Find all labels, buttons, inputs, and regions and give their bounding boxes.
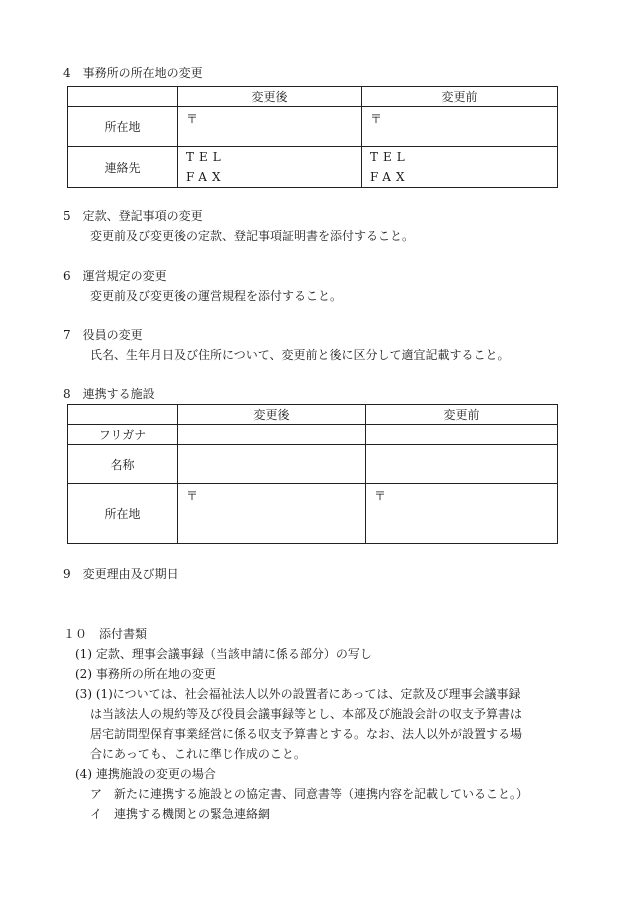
section-6-body: 変更前及び変更後の運営規程を添付すること。 — [90, 289, 343, 303]
name-before-field[interactable] — [366, 445, 558, 484]
row-label-contact: 連絡先 — [68, 147, 178, 188]
address-after-field[interactable] — [178, 107, 362, 147]
contact-before-field[interactable] — [362, 147, 558, 188]
section-5-body: 変更前及び変更後の定款、登記事項証明書を添付すること。 — [90, 229, 415, 243]
facility-address-before-field[interactable] — [366, 484, 558, 544]
office-address-table — [67, 86, 558, 188]
postal-mark: 〒 — [374, 489, 387, 503]
row-label-furigana: フリガナ — [68, 425, 178, 445]
facility-address-after-field[interactable] — [178, 484, 366, 544]
row-label-address: 所在地 — [68, 107, 178, 147]
postal-mark: 〒 — [186, 112, 199, 126]
linked-facility-table — [67, 404, 558, 544]
section-9-heading: 9 変更理由及び期日 — [63, 567, 179, 581]
attachment-item-2: (2) 事務所の所在地の変更 — [75, 667, 216, 681]
section-5-heading: 5 定款、登記事項の変更 — [63, 209, 203, 223]
column-header-after: 変更後 — [178, 405, 366, 425]
attachment-item-4: (4) 連携施設の変更の場合 — [75, 767, 216, 781]
table-corner-cell — [68, 87, 178, 107]
address-before-field[interactable] — [362, 107, 558, 147]
section-4-heading: 4 事務所の所在地の変更 — [63, 66, 203, 80]
postal-mark: 〒 — [186, 489, 199, 503]
section-10-heading: １０ 添付書類 — [63, 627, 148, 641]
section-7-heading: 7 役員の変更 — [63, 328, 143, 342]
contact-after-field[interactable] — [178, 147, 362, 188]
attachment-item-3-line-4: 合にあっても、これに準じ作成のこと。 — [90, 747, 306, 761]
attachment-item-1: (1) 定款、理事会議事録（当該申請に係る部分）の写し — [75, 647, 372, 661]
section-8-heading: 8 連携する施設 — [63, 387, 155, 401]
postal-mark: 〒 — [370, 112, 383, 126]
fax-label: FAX — [370, 170, 410, 184]
attachment-item-3-line-1: (3) (1)については、社会福祉法人以外の設置者にあっては、定款及び理事会議事録 — [75, 687, 521, 701]
tel-label: TEL — [186, 150, 226, 164]
furigana-before-field[interactable] — [366, 425, 558, 445]
fax-label: FAX — [186, 170, 226, 184]
row-label-address: 所在地 — [68, 484, 178, 544]
attachment-item-3-line-2: は当該法人の規約等及び役員会議事録等とし、本部及び施設会計の収支予算書は — [90, 707, 523, 721]
tel-label: TEL — [370, 150, 410, 164]
attachment-item-4-a: ア 新たに連携する施設との協定書、同意書等（連携内容を記載していること。） — [90, 787, 529, 801]
attachment-item-4-b: イ 連携する機関との緊急連絡網 — [90, 807, 271, 821]
column-header-before: 変更前 — [366, 405, 558, 425]
furigana-after-field[interactable] — [178, 425, 366, 445]
table-corner-cell — [68, 405, 178, 425]
attachment-item-3-line-3: 居宅訪問型保育事業経営に係る収支予算書とする。なお、法人以外が設置する場 — [90, 727, 523, 741]
name-after-field[interactable] — [178, 445, 366, 484]
column-header-before: 変更前 — [362, 87, 558, 107]
section-7-body: 氏名、生年月日及び住所について、変更前と後に区分して適宜記載すること。 — [90, 348, 510, 362]
row-label-name: 名称 — [68, 445, 178, 484]
column-header-after: 変更後 — [178, 87, 362, 107]
section-6-heading: 6 運営規定の変更 — [63, 269, 167, 283]
